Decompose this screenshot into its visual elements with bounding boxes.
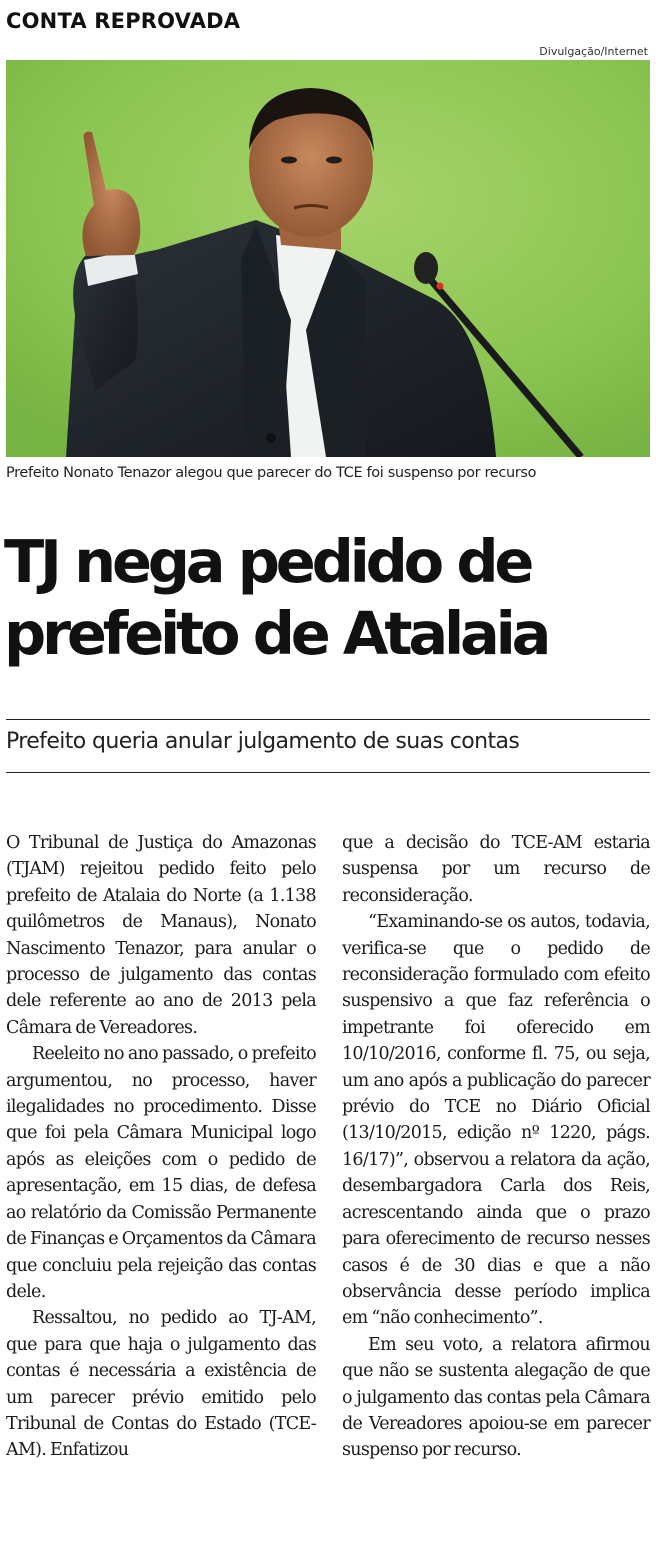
article-column-left (6, 830, 316, 1464)
body-paragraph: O Tribunal de Justiça do Amazonas (TJAM) rejeitou pedido feito pelo prefeito de Atalaia do Norte (a 1.138 quilômetros de Manaus), Nonato Nascimento Tenazor, para anular o processo de julgamento das contas dele referente ao ano de 2013 pela Câmara de Vereadores. (6, 833, 316, 1038)
article-column-right (342, 830, 650, 1464)
body-paragraph: Ressaltou, no pedido ao TJ-AM, que para que haja o julgamento das contas é necessária a existência de um parecer prévio emitido pelo Tribunal de Contas do Estado (TCE-AM). Enfatizou (6, 1308, 316, 1461)
section-kicker: CONTA REPROVADA (6, 9, 241, 33)
photo-credit: Divulgação/Internet (539, 45, 648, 58)
headline-line-2: prefeito de Atalaia (4, 599, 548, 668)
body-paragraph: Em seu voto, a relatora afirmou que não se sustenta alegação de que o julgamento das contas pela Câmara de Vereadores apoiou-se em parecer suspenso por recurso. (342, 1334, 650, 1461)
body-paragraph: “Examinando-se os autos, todavia, verifica-se que o pedido de reconsideração formulado com efeito suspensivo a que faz referência o impetrante foi oferecido em 10/10/2016, conforme fl. 75, ou seja, um ano após a publicação do parecer prévio do TCE no Diário Oficial (13/10/2015, edição nº 1220, págs. 16/17)”, observou a relatora da ação, desembargadora Carla dos Reis, acrescentando ainda que o prazo para oferecimento de recurso nesses casos é de 30 dias e que a não observância desse período implica em “não conhecimento”. (342, 912, 650, 1329)
subhead-top-rule (6, 719, 650, 720)
article-photo (6, 60, 650, 457)
article-headline (4, 526, 654, 670)
subhead-bottom-rule (6, 772, 650, 773)
headline-line-1: TJ nega pedido de (4, 527, 531, 596)
photo-caption: Prefeito Nonato Tenazor alegou que parecer do TCE foi suspenso por recurso (6, 465, 537, 481)
body-paragraph: que a decisão do TCE-AM estaria suspensa por um recurso de reconsideração. (342, 833, 650, 906)
body-paragraph: Reeleito no ano passado, o prefeito argumentou, no processo, haver ilegalidades no procedimento. Disse que foi pela Câmara Municipal logo após as eleições com o pedido de apresentação, em 15 dias, de defesa ao relatório da Comissão Permanente de Finanças e Orçamentos da Câmara que concluiu pela rejeição das contas dele. (6, 1044, 316, 1302)
article-subhead: Prefeito queria anular julgamento de suas contas (6, 729, 520, 754)
